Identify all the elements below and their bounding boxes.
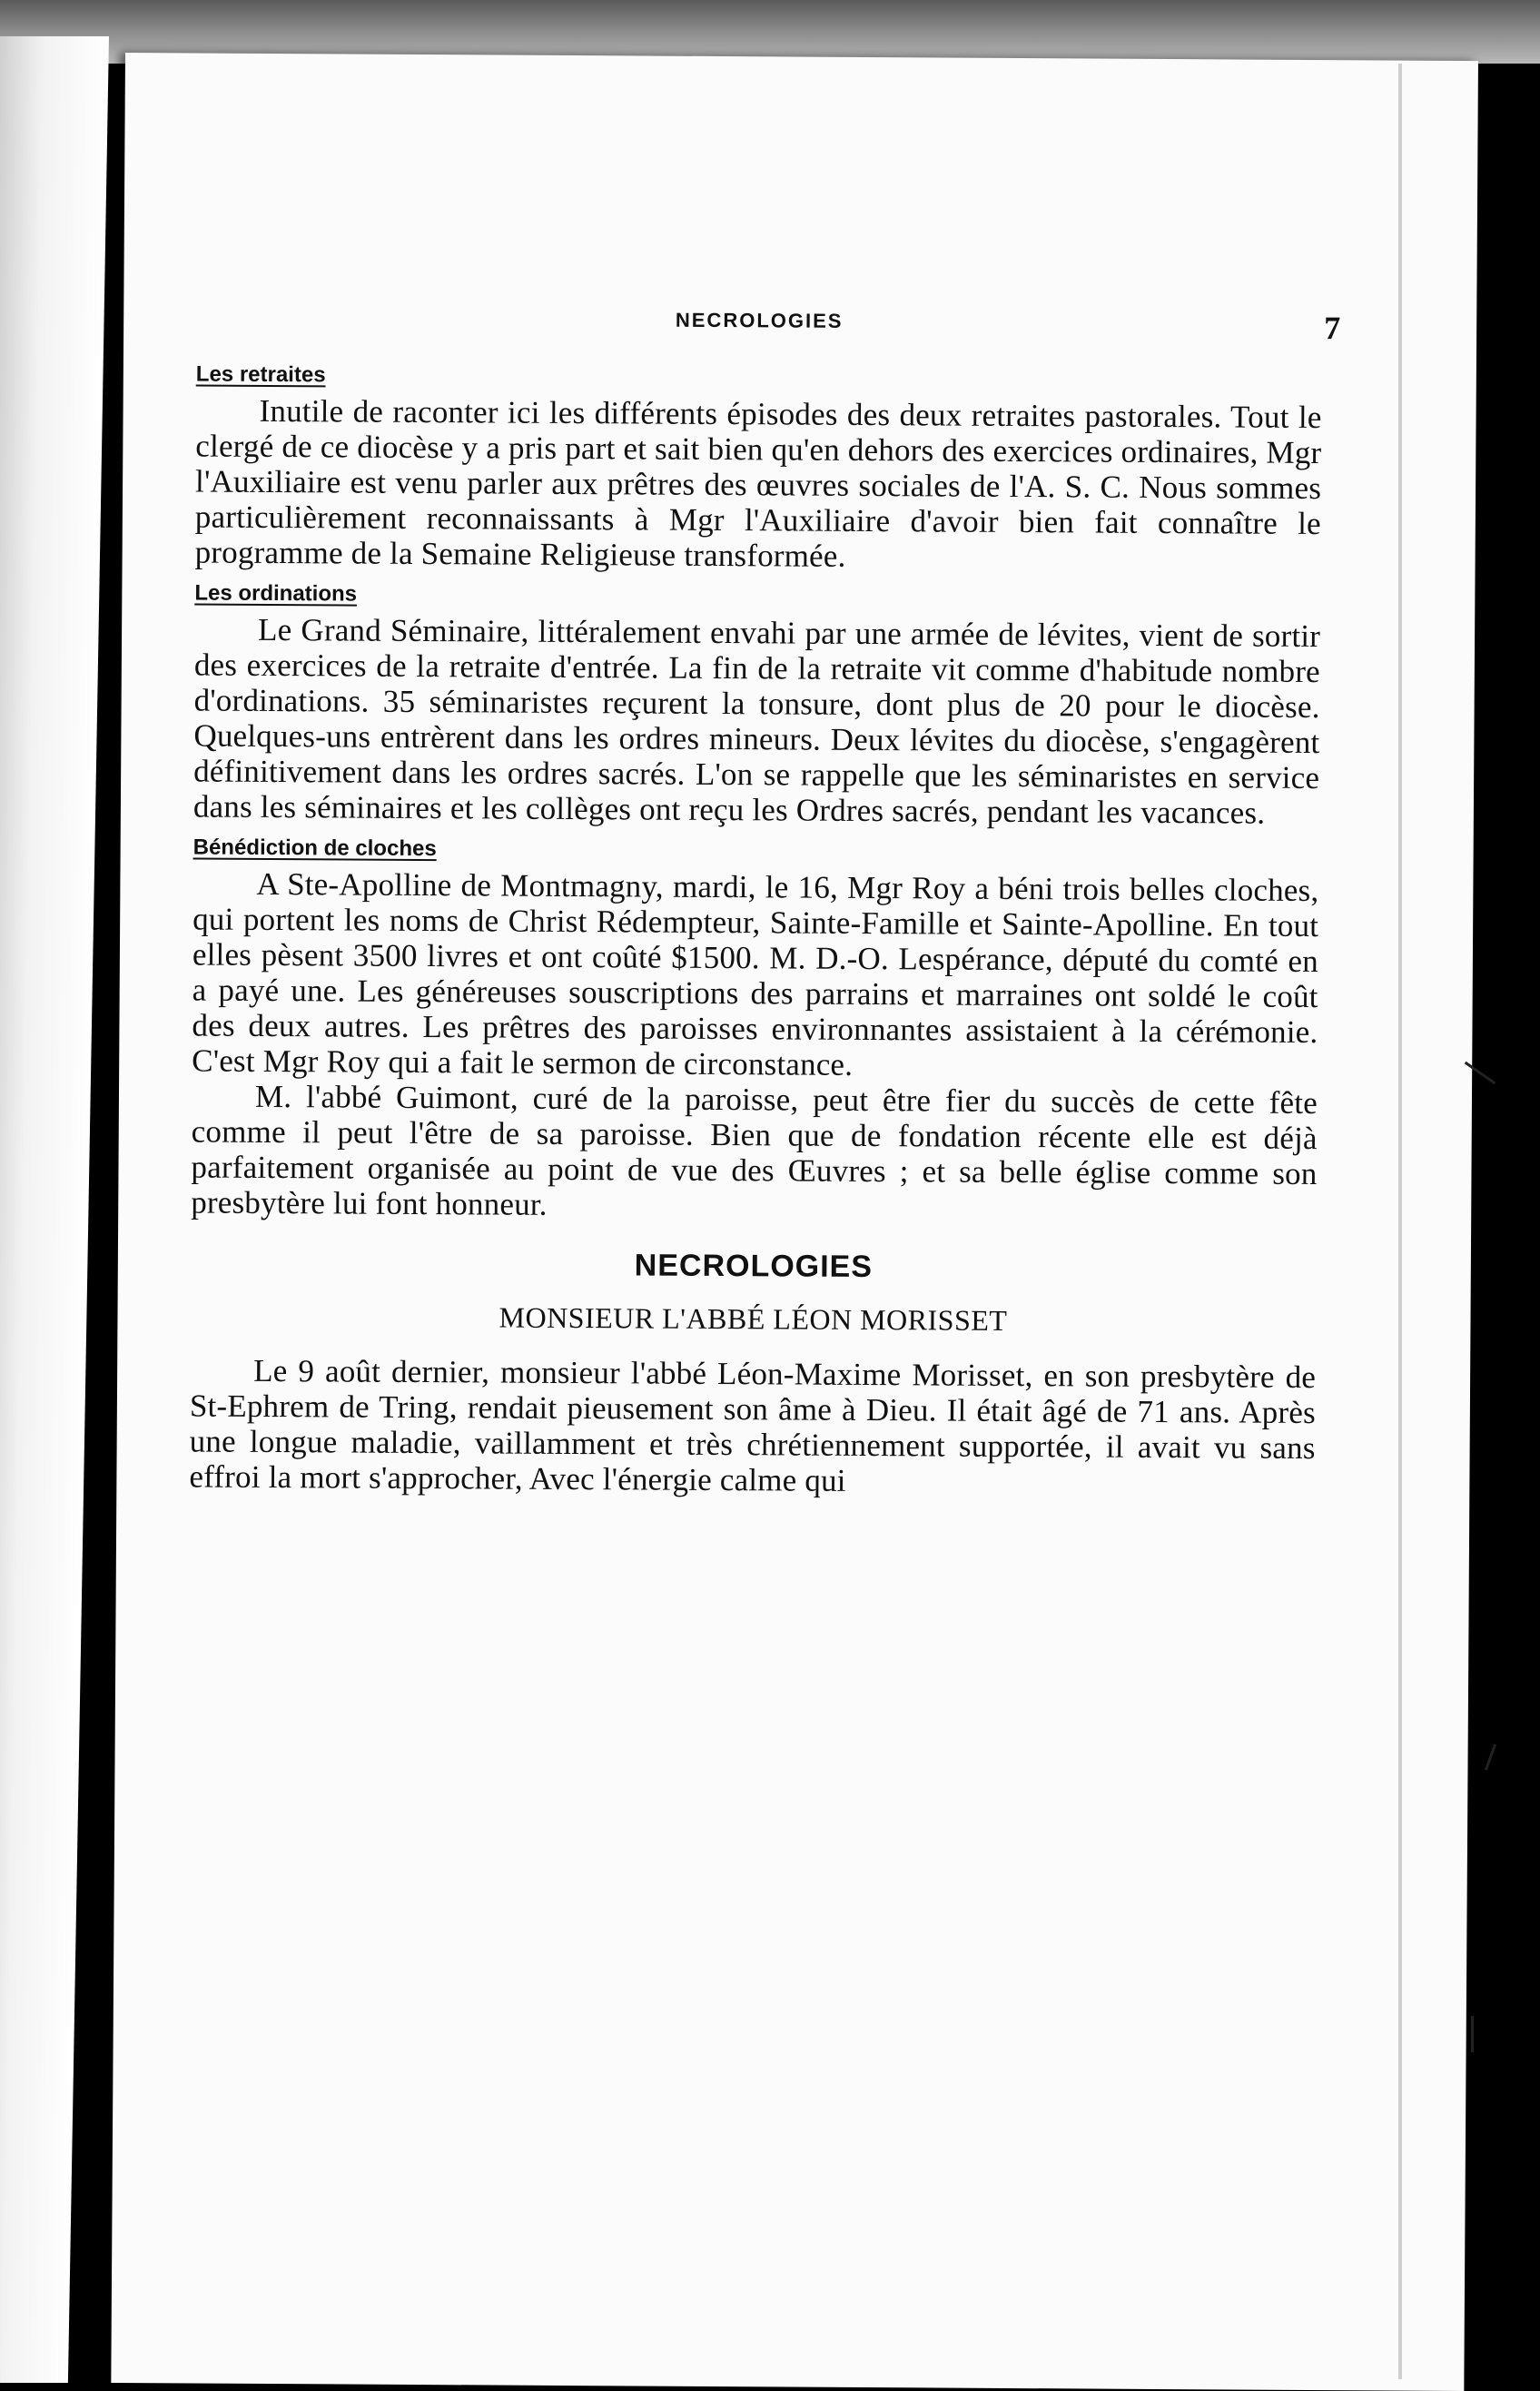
running-title: NECROLOGIES [675,308,844,332]
document-page [111,53,1478,2391]
section-paragraph: A Ste-Apolline de Montmagny, mardi, le 16, Mgr Roy a béni trois belles cloches, qui portent les noms de Christ Rédempteur, Sainte-Famille et Sainte-Apolline. En tout elles pèsent 3500 livres et ont coûté $1500. M. D.-O. Lespérance, député du comté en a payé une. Les généreuses souscriptions des parrains et marraines ont soldé le coût des deux autres. Les prêtres des paroisses environnantes assistaient à la cérémonie. C'est Mgr Roy qui a fait le sermon de circonstance. [192,865,1319,1082]
section-heading: Les ordinations [194,580,358,607]
running-head [196,305,1341,349]
section-retraites [195,361,1322,577]
obituary-subheading: MONSIEUR L'ABBÉ LÉON MORISSET [499,1300,1008,1337]
obituary-paragraph: Le 9 août dernier, monsieur l'abbé Léon-Maxime Morisset, en son presbytère de St-Ephrem de Tring, rendait pieusement son âme à Dieu. Il était âgé de 71 ans. Après une longue maladie, vaillamment et très chrétiennement supportée, il avait vu sans effroi la mort s'approcher, Avec l'énergie calme qui [189,1352,1317,1498]
section-paragraph: M. l'abbé Guimont, curé de la paroisse, peut être fier du succès de cette fête comme il peut l'être de sa paroisse. Bien que de fondation récente elle est déjà parfaitement organisée au point de vue des Œuvres ; et sa belle église comme son presbytère lui font honneur. [191,1078,1318,1222]
scan-speck [1471,2016,1474,2052]
section-ordinations [193,580,1321,831]
section-heading: Les retraites [195,361,326,388]
section-paragraph: Inutile de raconter ici les différents épisodes des deux retraites pastorales. Tout le clergé de ce diocèse y a pris part et sait bien qu'en dehors des exercices ordinaires, Mgr l'Auxiliaire est venu parler aux prêtres des œuvres sociales de l'A. S. C. Nous sommes particulièrement reconnaissants à Mgr l'Auxiliaire d'avoir bien fait connaître le programme de la Semaine Religieuse transformée. [194,392,1322,574]
necrologies-heading: NECROLOGIES [634,1248,874,1285]
section-paragraph: Le Grand Séminaire, littéralement envahi par une armée de lévites, vient de sortir des exercices de la retraite d'entrée. La fin de la retraite vit comme d'habitude nombre d'ordinations. 35 séminaristes reçurent la tonsure, dont plus de 20 pour le diocèse. Quelques-uns entrèrent dans les ordres mineurs. Deux lévites du diocèse, s'engagèrent définitivement dans les ordres sacrés. L'on se rappelle que les séminaristes en service dans les séminaires et les collèges ont reçu les Ordres sacrés, pendant les vacances. [192,611,1321,831]
page-number: 7 [1324,310,1341,347]
section-heading: Bénédiction de cloches [192,835,437,862]
page-edge-shadow [1398,64,1402,2379]
page-content [189,308,1341,1501]
facing-page-edge [0,36,109,2383]
scan-speck [1485,1744,1496,1770]
section-benediction [191,835,1319,1227]
